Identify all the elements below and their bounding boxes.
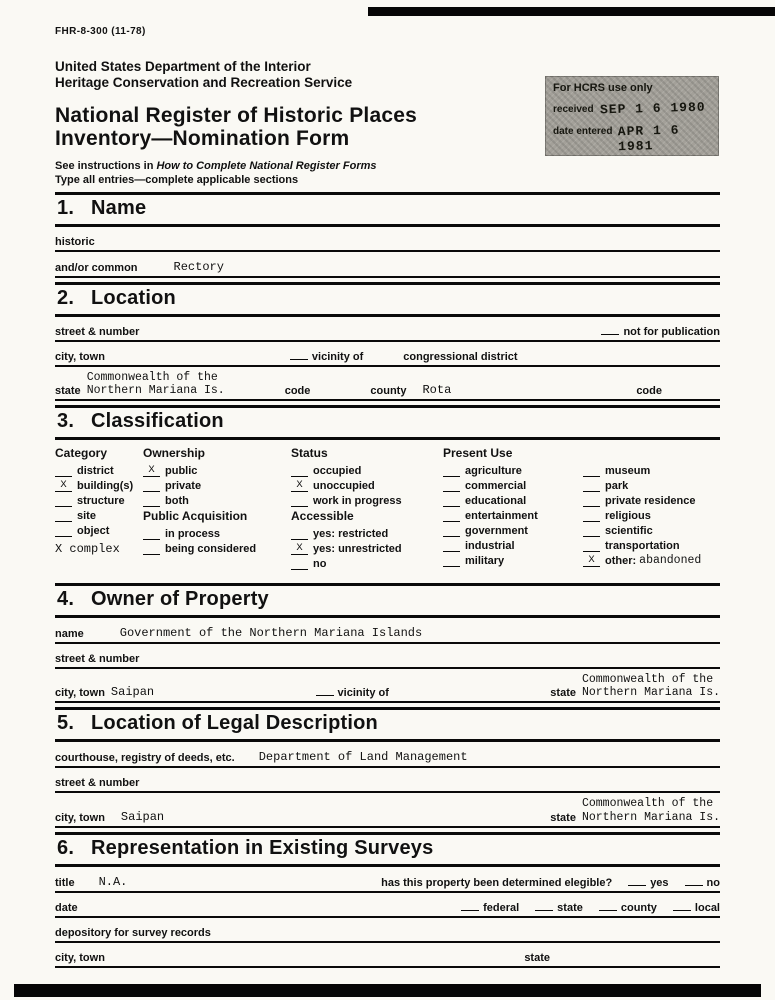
blank-line bbox=[673, 909, 691, 911]
blank-line bbox=[601, 333, 619, 335]
checkbox-line bbox=[583, 525, 600, 537]
field-row-owner-street bbox=[55, 644, 720, 669]
checkbox-no bbox=[291, 556, 443, 570]
checkbox-label: scientific bbox=[605, 525, 653, 538]
checkbox-label: transportation bbox=[605, 540, 680, 553]
checkbox-both bbox=[143, 493, 291, 507]
legal-state-value bbox=[582, 797, 720, 823]
section-4-number: 4. bbox=[57, 588, 75, 611]
survey-date-label: date bbox=[55, 901, 78, 914]
instructions-manual-title: How to Complete National Register Forms bbox=[156, 159, 377, 172]
legal-street-label: street & number bbox=[55, 777, 140, 790]
checkbox-mark: X bbox=[296, 479, 303, 492]
checkbox-line bbox=[291, 495, 308, 507]
checkbox-label: public bbox=[165, 465, 198, 478]
city-town-label: city, town bbox=[55, 350, 105, 363]
checkbox-line bbox=[583, 465, 600, 477]
stamp-header: For HCRS use only bbox=[553, 82, 653, 94]
date-entered-label: date entered bbox=[553, 126, 613, 137]
checkbox-line bbox=[443, 525, 460, 537]
checkbox-label: agriculture bbox=[465, 465, 522, 478]
checkbox-line bbox=[443, 495, 460, 507]
status-column bbox=[291, 446, 443, 571]
section-6-heading bbox=[55, 832, 720, 867]
checkbox-label: district bbox=[77, 465, 114, 478]
checkbox-label: unoccupied bbox=[313, 480, 375, 493]
checkbox-label: other: bbox=[605, 555, 637, 568]
county-label: county bbox=[370, 385, 407, 398]
field-row-survey-city bbox=[55, 943, 720, 968]
local-label: local bbox=[694, 901, 720, 914]
received-label: received bbox=[553, 104, 594, 115]
section-2-number: 2. bbox=[57, 286, 75, 309]
state-value-line-2: Northern Mariana Is. bbox=[86, 383, 225, 397]
field-row-street-number bbox=[55, 317, 720, 342]
checkbox-entertainment bbox=[443, 508, 583, 522]
field-row-depository bbox=[55, 918, 720, 943]
depository-label: depository for survey records bbox=[55, 926, 211, 939]
checkbox-label: being considered bbox=[165, 543, 257, 556]
classification-grid bbox=[55, 440, 720, 579]
checkbox-label: structure bbox=[77, 495, 125, 508]
checkbox-label: object bbox=[77, 525, 110, 538]
checkbox-label: private residence bbox=[605, 495, 696, 508]
checkbox-label: in process bbox=[165, 528, 221, 541]
blank-line bbox=[685, 884, 703, 886]
legal-city-label: city, town bbox=[55, 811, 105, 824]
date-entered-stamp: APR 1 6 1981 bbox=[618, 122, 681, 155]
checkbox-mark: X bbox=[148, 464, 155, 477]
field-row-state bbox=[55, 367, 720, 401]
checkbox-yes-restricted bbox=[291, 526, 443, 540]
typed-complex-annotation: X complex bbox=[55, 542, 120, 557]
section-1-number: 1. bbox=[57, 196, 75, 219]
checkbox-line bbox=[583, 510, 600, 522]
field-row-owner-name bbox=[55, 618, 720, 644]
checkbox-public bbox=[143, 463, 291, 477]
form-number: FHR-8-300 (11-78) bbox=[55, 26, 146, 37]
courthouse-value: Department of Land Management bbox=[258, 750, 468, 765]
category-header: Category bbox=[55, 446, 108, 461]
owner-name-value: Government of the Northern Mariana Islands bbox=[119, 626, 423, 641]
section-3-heading bbox=[55, 405, 720, 440]
owner-vicinity-label: vicinity of bbox=[337, 687, 389, 700]
checkbox-label: museum bbox=[605, 465, 651, 478]
owner-name-label: name bbox=[55, 628, 84, 641]
checkbox-being-considered bbox=[143, 541, 291, 555]
checkbox-buildings bbox=[55, 478, 143, 492]
checkbox-label: government bbox=[465, 525, 528, 538]
checkbox-military bbox=[443, 553, 583, 567]
not-for-publication-label: not for publication bbox=[623, 325, 720, 338]
checkbox-work-in-progress bbox=[291, 493, 443, 507]
owner-city-value: Saipan bbox=[110, 685, 155, 700]
checkbox-park bbox=[583, 478, 720, 492]
instructions-line-2: Type all entries—complete applicable sections bbox=[55, 174, 299, 187]
survey-title-value: N.A. bbox=[98, 874, 128, 889]
code-label: code bbox=[284, 385, 311, 398]
checkbox-label: industrial bbox=[465, 540, 515, 553]
checkbox-label: private bbox=[165, 480, 202, 493]
checkbox-line bbox=[291, 528, 308, 540]
county-checkbox-label: county bbox=[620, 901, 657, 914]
checkbox-line bbox=[55, 465, 72, 477]
section-6-number: 6. bbox=[57, 836, 75, 859]
blank-line bbox=[290, 358, 308, 360]
checkbox-line bbox=[143, 465, 160, 477]
legal-state-line-2: Northern Mariana Is. bbox=[581, 810, 720, 824]
section-5-heading bbox=[55, 707, 720, 742]
state-value bbox=[87, 371, 225, 397]
vicinity-of-label: vicinity of bbox=[311, 350, 364, 363]
checkbox-other bbox=[583, 553, 720, 567]
ownership-header: Ownership bbox=[143, 446, 206, 461]
checkbox-line bbox=[583, 495, 600, 507]
present-use-column bbox=[443, 446, 583, 571]
code-label-2: code bbox=[636, 385, 662, 398]
checkbox-commercial bbox=[443, 478, 583, 492]
scan-artifact-bottom-bar bbox=[14, 984, 761, 997]
checkbox-label: religious bbox=[605, 510, 651, 523]
status-header: Status bbox=[291, 446, 328, 461]
checkbox-line bbox=[583, 480, 600, 492]
yes-label: yes bbox=[650, 876, 669, 889]
checkbox-in-process bbox=[143, 526, 291, 540]
checkbox-line bbox=[583, 540, 600, 552]
federal-label: federal bbox=[483, 901, 520, 914]
owner-city-label: city, town bbox=[55, 687, 105, 700]
checkbox-private-residence bbox=[583, 493, 720, 507]
stamp-entered-row bbox=[553, 123, 711, 153]
owner-street-label: street & number bbox=[55, 653, 140, 666]
checkbox-line bbox=[143, 495, 160, 507]
county-value: Rota bbox=[422, 383, 452, 398]
section-5-title: Location of Legal Description bbox=[91, 712, 378, 735]
field-row-historic bbox=[55, 227, 720, 252]
checkbox-line bbox=[143, 543, 160, 555]
checkbox-line bbox=[443, 465, 460, 477]
other-typed-value: abandoned bbox=[639, 554, 702, 568]
field-row-city-town bbox=[55, 342, 720, 367]
agency-line-1: United States Department of the Interior bbox=[55, 59, 311, 74]
checkbox-industrial bbox=[443, 538, 583, 552]
eligible-question-label: has this property been determined elegible? bbox=[381, 876, 613, 889]
state-value-line-1: Commonwealth of the bbox=[86, 370, 218, 384]
common-name-label: and/or common bbox=[55, 261, 138, 274]
checkbox-label: yes: restricted bbox=[313, 528, 389, 541]
checkbox-label: both bbox=[165, 495, 189, 508]
checkbox-line bbox=[443, 510, 460, 522]
checkbox-line bbox=[443, 555, 460, 567]
courthouse-label: courthouse, registry of deeds, etc. bbox=[55, 752, 235, 765]
received-date-stamp: SEP 1 6 1980 bbox=[599, 99, 706, 118]
checkbox-line bbox=[55, 510, 72, 522]
checkbox-private bbox=[143, 478, 291, 492]
congressional-district-label: congressional district bbox=[403, 350, 518, 363]
checkbox-site bbox=[55, 508, 143, 522]
blank-line bbox=[628, 884, 646, 886]
checkbox-label: educational bbox=[465, 495, 527, 508]
checkbox-line bbox=[291, 465, 308, 477]
checkbox-transportation bbox=[583, 538, 720, 552]
field-row-legal-city bbox=[55, 793, 720, 827]
agency-line-2: Heritage Conservation and Recreation Service bbox=[55, 75, 353, 91]
checkbox-label: park bbox=[605, 480, 629, 493]
section-5-number: 5. bbox=[57, 712, 75, 735]
stamp-received-row bbox=[553, 101, 711, 116]
section-1-title: Name bbox=[91, 196, 147, 219]
instructions-line-1 bbox=[55, 159, 720, 174]
owner-state-line-1: Commonwealth of the bbox=[581, 673, 714, 687]
checkbox-line bbox=[55, 480, 72, 492]
owner-state-label: state bbox=[550, 687, 576, 700]
checkbox-label: site bbox=[77, 510, 96, 523]
blank-line bbox=[599, 909, 617, 911]
checkbox-structure bbox=[55, 493, 143, 507]
field-row-legal-street bbox=[55, 768, 720, 793]
section-6-title: Representation in Existing Surveys bbox=[91, 836, 434, 859]
instructions-prefix: See instructions in bbox=[55, 159, 157, 172]
checkbox-line bbox=[583, 555, 600, 567]
section-2-heading bbox=[55, 282, 720, 317]
checkbox-mark: X bbox=[60, 479, 67, 492]
section-3-title: Classification bbox=[91, 410, 224, 433]
checkbox-unoccupied bbox=[291, 478, 443, 492]
checkbox-line bbox=[291, 543, 308, 555]
checkbox-object bbox=[55, 523, 143, 537]
checkbox-line bbox=[143, 528, 160, 540]
blank-line bbox=[316, 694, 334, 696]
section-3-number: 3. bbox=[57, 410, 75, 433]
checkbox-line bbox=[55, 495, 72, 507]
present-use-header: Present Use bbox=[443, 446, 513, 461]
checkbox-scientific bbox=[583, 523, 720, 537]
section-1-heading bbox=[55, 192, 720, 227]
legal-state-line-1: Commonwealth of the bbox=[581, 797, 714, 811]
instructions bbox=[55, 159, 720, 188]
checkbox-yes-unrestricted bbox=[291, 541, 443, 555]
section-4-heading bbox=[55, 583, 720, 618]
hcrs-date-stamp-box bbox=[545, 76, 719, 156]
present-use-column-2 bbox=[583, 446, 720, 571]
blank-line bbox=[535, 909, 553, 911]
survey-city-label: city, town bbox=[55, 951, 105, 964]
legal-city-value: Saipan bbox=[120, 809, 165, 824]
public-acquisition-header: Public Acquisition bbox=[143, 509, 248, 524]
category-column bbox=[55, 446, 143, 571]
checkbox-agriculture bbox=[443, 463, 583, 477]
checkbox-line bbox=[291, 480, 308, 492]
state-checkbox-label: state bbox=[557, 901, 583, 914]
owner-state-line-2: Northern Mariana Is. bbox=[581, 686, 721, 700]
owner-state-value bbox=[582, 673, 720, 699]
checkbox-religious bbox=[583, 508, 720, 522]
street-number-label: street & number bbox=[55, 325, 140, 338]
field-row-survey-title bbox=[55, 867, 720, 893]
section-2-title: Location bbox=[91, 286, 176, 309]
blank-line bbox=[461, 909, 479, 911]
checkbox-line bbox=[291, 558, 308, 570]
field-row-survey-date bbox=[55, 893, 720, 918]
no-label: no bbox=[706, 876, 720, 889]
legal-state-label: state bbox=[550, 811, 576, 824]
checkbox-label: work in progress bbox=[313, 495, 402, 508]
form-title-line-2: Inventory—Nomination Form bbox=[55, 127, 350, 151]
checkbox-line bbox=[55, 525, 72, 537]
form-title-line-1: National Register of Historic Places bbox=[55, 104, 417, 128]
checkbox-mark: X bbox=[588, 554, 595, 567]
field-row-courthouse bbox=[55, 742, 720, 768]
checkbox-label: building(s) bbox=[77, 480, 134, 493]
checkbox-line bbox=[443, 480, 460, 492]
checkbox-label: no bbox=[313, 558, 327, 571]
survey-title-label: title bbox=[55, 876, 75, 889]
checkbox-district bbox=[55, 463, 143, 477]
checkbox-mark: X bbox=[296, 542, 303, 555]
checkbox-occupied bbox=[291, 463, 443, 477]
common-name-value: Rectory bbox=[173, 259, 224, 274]
checkbox-label: military bbox=[465, 555, 505, 568]
checkbox-label: entertainment bbox=[465, 510, 538, 523]
checkbox-line bbox=[443, 540, 460, 552]
checkbox-educational bbox=[443, 493, 583, 507]
checkbox-label: occupied bbox=[313, 465, 362, 478]
section-4-title: Owner of Property bbox=[91, 588, 269, 611]
state-label: state bbox=[55, 385, 81, 398]
field-row-common-name bbox=[55, 252, 720, 278]
checkbox-line bbox=[143, 480, 160, 492]
field-row-owner-city bbox=[55, 669, 720, 703]
checkbox-government bbox=[443, 523, 583, 537]
checkbox-label: yes: unrestricted bbox=[313, 543, 402, 556]
checkbox-label: commercial bbox=[465, 480, 527, 493]
checkbox-museum bbox=[583, 463, 720, 477]
historic-label: historic bbox=[55, 235, 95, 248]
survey-state-label: state bbox=[524, 951, 550, 964]
ownership-column bbox=[143, 446, 291, 571]
accessible-header: Accessible bbox=[291, 509, 354, 524]
